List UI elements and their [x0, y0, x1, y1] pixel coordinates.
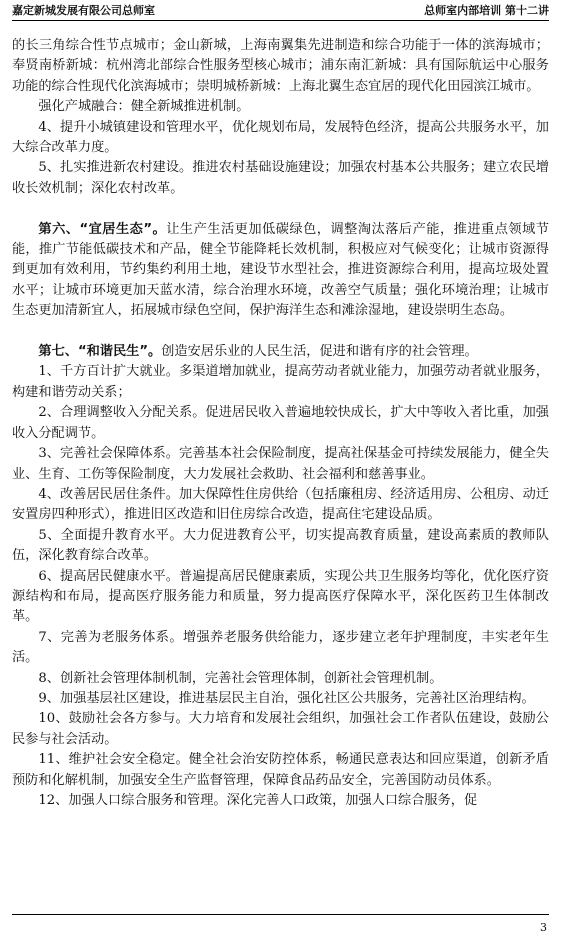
- page-header: [12, 2, 549, 21]
- paragraph: 8、创新社会管理体制机制，完善社会管理体制，创新社会管理机制。: [38, 670, 443, 686]
- section-paragraph: [12, 342, 549, 362]
- section-text: 创造安居乐业的人民生活，促进和谐有序的社会管理。: [161, 344, 478, 360]
- header-company: 嘉定新城发展有限公司总师室: [12, 4, 155, 17]
- section-heading: 第六、“宜居生态”。: [38, 221, 167, 237]
- paragraph: 强化产城融合：健全新城推进机制。: [38, 99, 250, 115]
- paragraph: 11、维护社会安全稳定。健全社会治安防控体系，畅通民意表达和回应渠道，创新矛盾预防和化解机制，加强安全生产监督管理，保障食品药品安全，完善国防动员体系。: [12, 752, 549, 788]
- header-lecture: 总师室内部培训 第十二讲: [424, 4, 549, 17]
- section-heading: 第七、“和谐民生”。: [38, 344, 162, 360]
- spacer: [12, 322, 549, 342]
- paragraph: 3、完善社会保障体系。完善基本社会保险制度，提高社保基金可持续发展能力，健全失业、生育、工伤等保险制度，大力发展社会救助、社会福利和慈善事业。: [12, 446, 549, 482]
- spacer: [12, 199, 549, 219]
- document-body: [12, 36, 549, 811]
- paragraph: 9、加强基层社区建设，推进基层民主自治，强化社区公共服务，完善社区治理结构。: [38, 690, 535, 706]
- paragraph: 6、提高居民健康水平。普遍提高居民健康素质，实现公共卫生服务均等化，优化医疗资源结构和布局，提高医疗服务能力和质量，努力提高医疗保障水平，深化医药卫生体制改革。: [12, 568, 549, 625]
- paragraph: 4、提升小城镇建设和管理水平，优化规划布局，发展特色经济，提高公共服务水平，加大综合改革力度。: [12, 119, 549, 156]
- paragraph: 12、加强人口综合服务和管理。深化完善人口政策，加强人口综合服务，促: [38, 793, 478, 808]
- page-footer: [12, 914, 549, 935]
- paragraph: 4、改善居民居住条件。加大保障性住房供给（包括廉租房、经济适用房、公租房、动迁安置房四种形式），推进旧区改造和旧住房综合改造，提高住宅建设品质。: [12, 486, 549, 523]
- paragraph: 7、完善为老服务体系。增强养老服务供给能力，逐步建立老年护理制度，丰实老年生活。: [12, 629, 549, 666]
- paragraph: 1、千方百计扩大就业。多渠道增加就业，提高劳动者就业能力，加强劳动者就业服务，构建和谐劳动关系；: [12, 364, 549, 400]
- paragraph: 5、全面提升教育水平。大力促进教育公平，切实提高教育质量，建设高素质的教师队伍，深化教育综合改革。: [12, 527, 549, 564]
- paragraph: 2、合理调整收入分配关系。促进居民收入普遍地较快成长，扩大中等收入者比重，加强收入分配调节。: [12, 405, 549, 441]
- section-paragraph: [12, 220, 549, 322]
- paragraph: 5、扎实推进新农村建设。推进农村基础设施建设；加强农村基本公共服务；建立农民增收长效机制；深化农村改革。: [12, 160, 549, 196]
- section-text: 让生产生活更加低碳绿色，调整淘汰落后产能，推进重点领域节能，推广节能低碳技术和产品，健全节能降耗长效机制，积极应对气候变化；让城市资源得到更加有效利用，节约集约利用土地，建设节水型社会，推进资源综合利用，提高垃圾处置水平；让城市环境更加天蓝水清，综合治理水环境，改善空气质量；强化环境治理；让城市生态更加清新宜人，拓展城市绿色空间，保护海洋生态和滩涂湿地，建设崇明生态岛。: [12, 221, 549, 319]
- paragraph: 的长三角综合性节点城市；金山新城，上海南翼集先进制造和综合功能于一体的滨海城市；奉贤南桥新城：杭州湾北部综合性服务型核心城市；浦东南汇新城：具有国际航运中心服务功能的综合性现代化滨海城市；崇明城桥新城：上海北翼生态宜居的现代化田园滨江城市。: [12, 38, 549, 94]
- paragraph: 10、鼓励社会各方参与。大力培育和发展社会组织，加强社会工作者队伍建设，鼓励公民参与社会活动。: [12, 711, 549, 747]
- page-number: 3: [540, 921, 547, 934]
